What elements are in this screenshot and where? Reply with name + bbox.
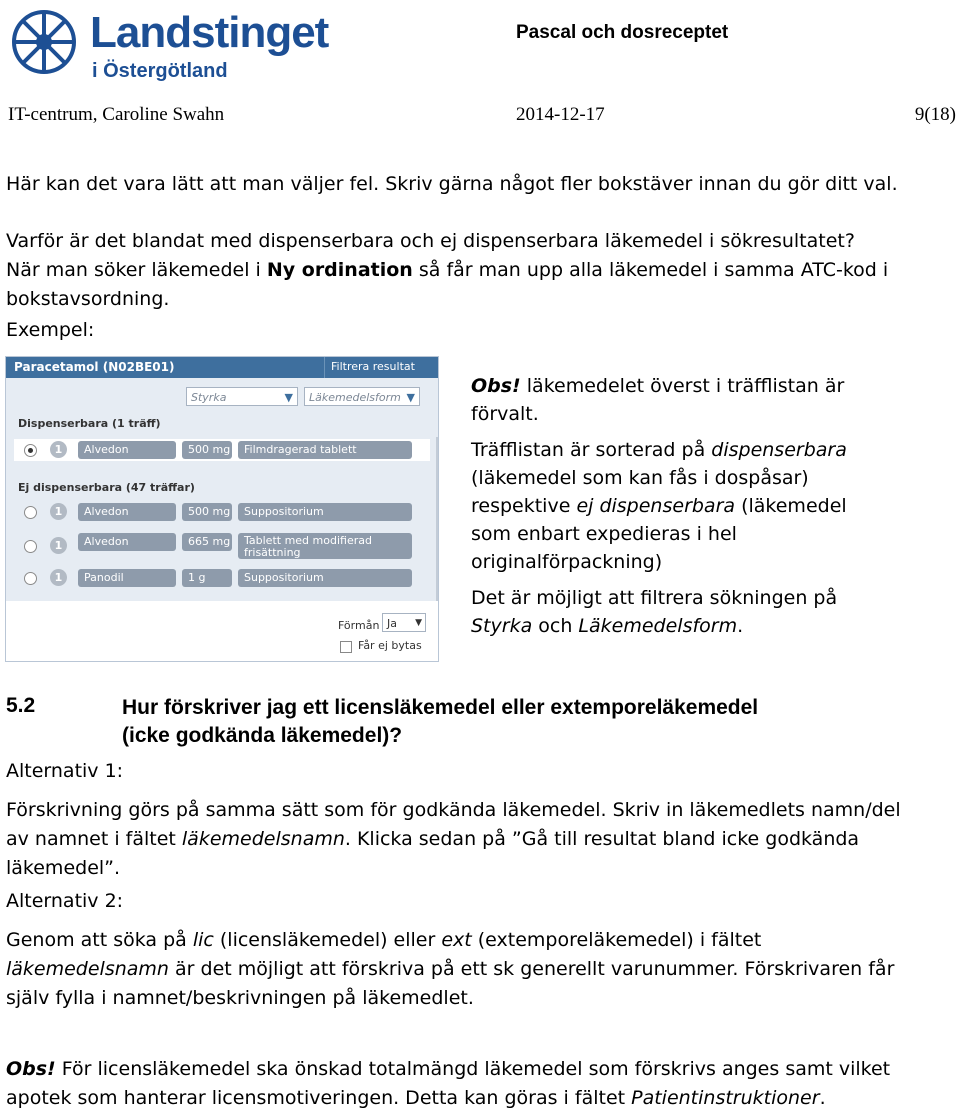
drug-name-pill: Panodil bbox=[78, 569, 176, 587]
logo-name: Landstinget bbox=[90, 8, 329, 57]
forman-label: Förmån bbox=[338, 619, 380, 632]
paragraph-wrong-choice: Här kan det vara lätt att man väljer fel. Skriv gärna något fler bokstäver innan du gör ditt val. bbox=[6, 173, 898, 195]
filter-label: Filtrera resultat bbox=[331, 360, 415, 373]
drug-name-pill: Alvedon bbox=[78, 533, 176, 551]
alternativ-1-text: Förskrivning görs på samma sätt som för godkända läkemedel. Skriv in läkemedlets namn/del av namnet i fältet läkemedelsnamn. Klicka sedan på ”Gå till resultat bland icke godkända läkemedel”. bbox=[6, 799, 901, 879]
example-screenshot bbox=[5, 356, 439, 662]
result-radio[interactable] bbox=[24, 506, 37, 519]
ny-ordination-term: Ny ordination bbox=[266, 259, 413, 281]
scrollbar[interactable] bbox=[436, 437, 438, 617]
obs-line-2: förvalt. bbox=[471, 403, 539, 425]
alternativ-1-label: Alternativ 1: bbox=[6, 760, 124, 782]
sort-line-2: (läkemedel som kan fås i dospåsar) bbox=[471, 467, 809, 489]
page-number: 9(18) bbox=[914, 104, 956, 125]
result-row-selected[interactable] bbox=[14, 439, 430, 461]
document-title: Pascal och dosreceptet bbox=[516, 22, 729, 43]
author: IT-centrum, Caroline Swahn bbox=[8, 104, 225, 125]
result-row[interactable] bbox=[14, 567, 430, 589]
filter-panel-tab[interactable] bbox=[324, 357, 439, 378]
byte-checkbox[interactable] bbox=[340, 641, 352, 653]
byte-label: Får ej bytas bbox=[358, 639, 422, 652]
alternativ-2-label: Alternativ 2: bbox=[6, 890, 124, 912]
alternativ-2-text: Genom att söka på lic (licensläkemedel) eller ext (extemporeläkemedel) i fältet läkemedelsnamn är det möjligt att förskriva på ett sk generellt varunummer. Förskrivaren får själv fylla i namnet/beskrivningen på läkemedlet. bbox=[6, 929, 895, 1009]
sort-line-3: respektive ej dispenserbara (läkemedel bbox=[471, 495, 847, 517]
form-pill: Tablett med modifierad frisättning bbox=[238, 533, 412, 559]
forman-select[interactable]: Ja ▼ bbox=[382, 613, 426, 632]
filter-line-2: Styrka och Läkemedelsform. bbox=[471, 615, 744, 637]
paragraph-mixed-results bbox=[6, 227, 888, 345]
mixed-line-1: Varför är det blandat med dispenserbara och ej dispenserbara läkemedel i sökresultatet? bbox=[6, 230, 855, 252]
logo bbox=[8, 6, 328, 86]
section-title: Hur förskriver jag ett licensläkemedel eller extemporeläkemedel (icke godkända läkemedel)? bbox=[122, 696, 759, 747]
sort-line-4: som enbart expedieras i hel bbox=[471, 523, 737, 545]
drug-name-pill: Alvedon bbox=[78, 503, 176, 521]
logo-subtitle: i Östergötland bbox=[92, 60, 228, 82]
pack-count-badge: 1 bbox=[50, 569, 67, 586]
result-row[interactable] bbox=[14, 501, 430, 523]
strength-filter-select[interactable]: Styrka ▼ bbox=[186, 387, 298, 406]
dose-pill: 665 mg bbox=[182, 533, 232, 551]
filter-line-1: Det är möjligt att filtrera sökningen på bbox=[471, 587, 838, 609]
form-pill: Suppositorium bbox=[238, 503, 412, 521]
mixed-line-3: bokstavsordning. bbox=[6, 288, 170, 310]
chevron-down-icon: ▼ bbox=[284, 391, 293, 404]
exempel-label: Exempel: bbox=[6, 319, 95, 341]
dose-pill: 1 g bbox=[182, 569, 232, 587]
dose-pill: 500 mg bbox=[182, 503, 232, 521]
licens-note: Obs! För licensläkemedel ska önskad totalmängd läkemedel som förskrivs anges samt vilket apotek som hanterar licensmotiveringen. Detta kan göras i fältet Patientinstruktioner. bbox=[6, 1058, 891, 1109]
side-note bbox=[471, 372, 847, 640]
result-radio-selected[interactable] bbox=[24, 444, 37, 457]
pack-count-badge: 1 bbox=[50, 441, 67, 458]
snowflake-logo-icon bbox=[8, 6, 80, 78]
chevron-down-icon: ▼ bbox=[406, 391, 415, 404]
dose-pill: 500 mg bbox=[182, 441, 232, 459]
result-radio[interactable] bbox=[24, 540, 37, 553]
section-number: 5.2 bbox=[6, 694, 36, 717]
result-row[interactable] bbox=[14, 531, 430, 561]
obs-line-1: Obs! läkemedelet överst i träfflistan är bbox=[471, 375, 845, 397]
form-pill: Suppositorium bbox=[238, 569, 412, 587]
chevron-down-icon: ▼ bbox=[415, 618, 422, 628]
group-ej-dispenserbara: Ej dispenserbara (47 träffar) bbox=[18, 481, 195, 494]
search-title: Paracetamol (N02BE01) bbox=[14, 360, 175, 374]
form-filter-select[interactable]: Läkemedelsform ▼ bbox=[304, 387, 420, 406]
date: 2014-12-17 bbox=[516, 104, 605, 125]
pack-count-badge: 1 bbox=[50, 503, 67, 520]
result-radio[interactable] bbox=[24, 572, 37, 585]
mixed-line-2: När man söker läkemedel i Ny ordination så får man upp alla läkemedel i samma ATC-kod i bbox=[6, 259, 889, 281]
pack-count-badge: 1 bbox=[50, 537, 67, 554]
drug-name-pill: Alvedon bbox=[78, 441, 176, 459]
sort-line-1: Träfflistan är sorterad på dispenserbara bbox=[471, 439, 847, 461]
group-dispenserbara: Dispenserbara (1 träff) bbox=[18, 417, 161, 430]
form-pill: Filmdragerad tablett bbox=[238, 441, 412, 459]
sort-line-5: originalförpackning) bbox=[471, 551, 663, 573]
